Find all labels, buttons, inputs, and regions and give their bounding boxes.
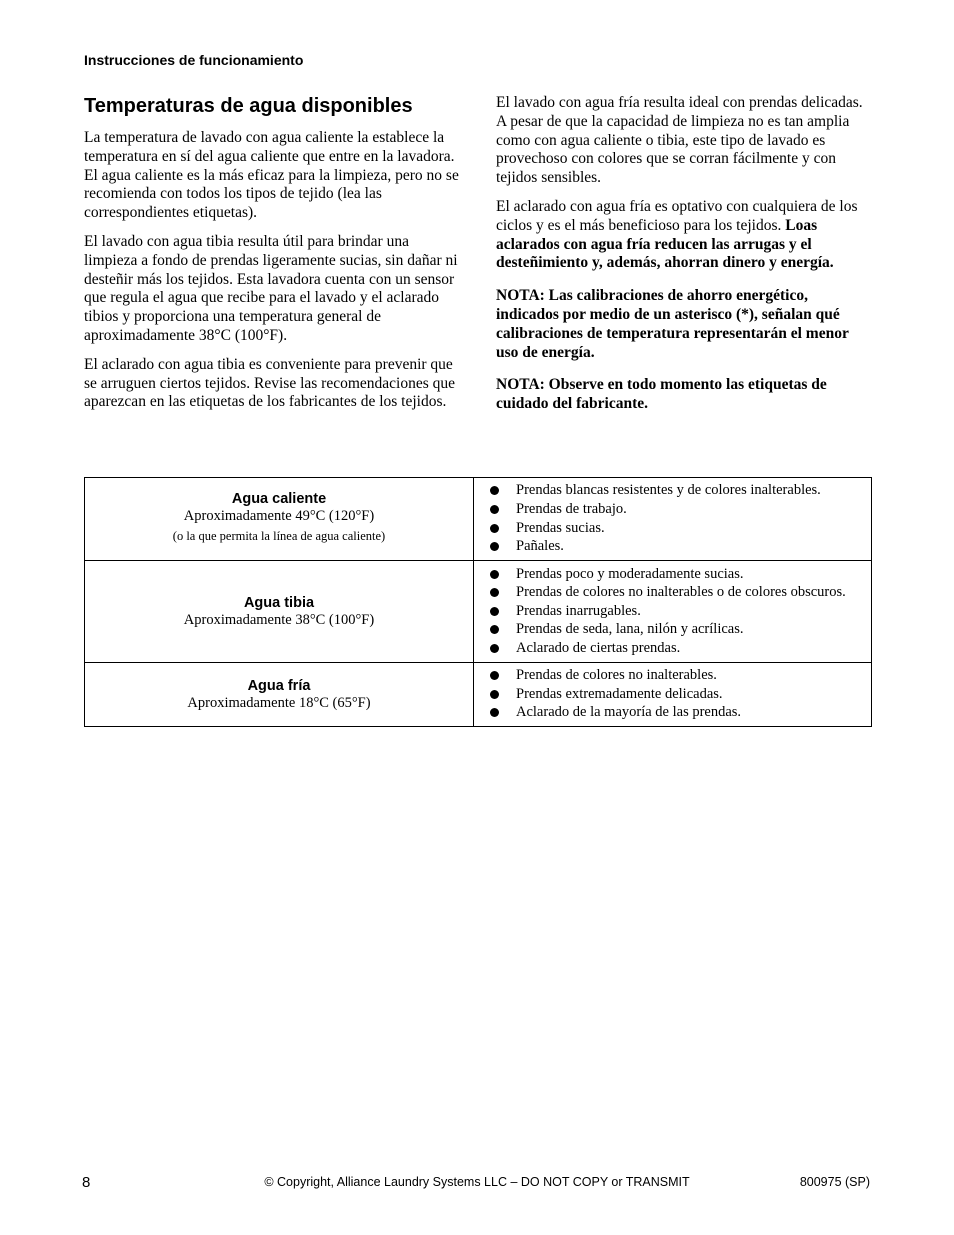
bullet-icon bbox=[490, 505, 499, 514]
list-item: Prendas de seda, lana, nilón y acrílicas. bbox=[490, 620, 861, 639]
care-label-note: NOTA: Observe en todo momento las etiquetas de cuidado del fabricante. bbox=[496, 376, 827, 413]
cold-rinse-paragraph bbox=[496, 198, 871, 273]
copyright-notice: © Copyright, Alliance Laundry Systems LLC – DO NOT COPY or TRANSMIT bbox=[264, 1175, 690, 1189]
cold-rinse-text: El aclarado con agua fría es optativo con cualquiera de los ciclos y es el más beneficioso para los tejidos. bbox=[496, 197, 858, 234]
list-item: Prendas sucias. bbox=[490, 519, 861, 538]
temperature-name: Agua tibia bbox=[243, 594, 315, 611]
temperature-name: Agua fría bbox=[247, 677, 311, 694]
page-number: 8 bbox=[82, 1174, 91, 1191]
bullet-icon bbox=[490, 542, 499, 551]
uses-list bbox=[490, 481, 861, 555]
list-item: Prendas poco y moderadamente sucias. bbox=[490, 565, 861, 584]
temperature-label-cell bbox=[85, 478, 474, 561]
list-item: Pañales. bbox=[490, 537, 861, 556]
document-code: 800975 (SP) bbox=[799, 1175, 870, 1189]
left-column bbox=[84, 94, 459, 422]
temperature-value: Aproximadamente 49°C (120°F) bbox=[183, 508, 375, 524]
temperature-label-cell bbox=[85, 561, 474, 663]
temperature-note: (o la que permita la línea de agua caliente) bbox=[172, 529, 386, 543]
uses-list bbox=[490, 666, 861, 722]
table-row bbox=[85, 663, 872, 727]
bullet-icon bbox=[490, 625, 499, 634]
list-item: Prendas de colores no inalterables. bbox=[490, 666, 861, 685]
warm-wash-paragraph: El lavado con agua tibia resulta útil para brindar una limpieza a fondo de prendas ligeramente sucias, sin dañar ni desteñir más los tejidos. Esta lavadora cuenta con un sensor que regula el agua que recibe para el lavado y el aclarado tibios y proporciona una temperatura general de aproximadamente 38°C (100°F). bbox=[84, 232, 458, 344]
bullet-icon bbox=[490, 607, 499, 616]
bullet-icon bbox=[490, 570, 499, 579]
temperature-label-cell bbox=[85, 663, 474, 727]
bullet-icon bbox=[490, 690, 499, 699]
right-column bbox=[496, 94, 871, 428]
warm-rinse-paragraph: El aclarado con agua tibia es conveniente para prevenir que se arruguen ciertos tejidos. Revise las recomendaciones que aparezcan en las etiquetas de los fabricantes de los tejidos. bbox=[84, 355, 456, 411]
list-item: Prendas blancas resistentes y de colores inalterables. bbox=[490, 481, 861, 500]
section-header: Instrucciones de funcionamiento bbox=[84, 52, 304, 68]
list-item: Prendas de colores no inalterables o de colores obscuros. bbox=[490, 583, 861, 602]
list-item: Aclarado de la mayoría de las prendas. bbox=[490, 703, 861, 722]
bullet-icon bbox=[490, 708, 499, 717]
temperature-name: Agua caliente bbox=[231, 491, 327, 507]
temperature-value: Aproximadamente 18°C (65°F) bbox=[187, 694, 371, 711]
water-temperature-table bbox=[84, 477, 872, 727]
bullet-icon bbox=[490, 671, 499, 680]
table-row bbox=[85, 478, 872, 561]
uses-cell bbox=[474, 663, 872, 727]
uses-cell bbox=[474, 478, 872, 561]
list-item: Prendas inarrugables. bbox=[490, 602, 861, 621]
uses-cell bbox=[474, 561, 872, 663]
bullet-icon bbox=[490, 524, 499, 533]
bullet-icon bbox=[490, 486, 499, 495]
cold-rinse-emphasis: Loas aclarados con agua fría reducen las arrugas y el desteñimiento y, además, ahorran dinero y energía. bbox=[496, 216, 834, 272]
bullet-icon bbox=[490, 588, 499, 597]
cold-wash-paragraph: El lavado con agua fría resulta ideal con prendas delicadas. A pesar de que la capacidad de limpieza no es tan amplia como con agua caliente o tibia, este tipo de lavado es provechoso con colores que se corran fácilmente y con tejidos sensibles. bbox=[496, 94, 863, 187]
uses-list bbox=[490, 565, 861, 658]
list-item: Prendas extremadamente delicadas. bbox=[490, 685, 861, 704]
energy-note: NOTA: Las calibraciones de ahorro energético, indicados por medio de un asterisco (*), señalan qué calibraciones de temperatura representarán el menor uso de energía. bbox=[496, 287, 849, 361]
list-item: Prendas de trabajo. bbox=[490, 500, 861, 519]
bullet-icon bbox=[490, 644, 499, 653]
hot-water-paragraph: La temperatura de lavado con agua caliente la establece la temperatura en sí del agua caliente que entre en la lavadora. El agua caliente es la más eficaz para la limpieza, pero no se recomienda con todos los tipos de tejido (lea las correspondientes etiquetas). bbox=[84, 129, 459, 222]
page-title: Temperaturas de agua disponibles bbox=[84, 95, 413, 117]
table-row bbox=[85, 561, 872, 663]
temperature-value: Aproximadamente 38°C (100°F) bbox=[183, 611, 375, 628]
list-item: Aclarado de ciertas prendas. bbox=[490, 639, 861, 658]
